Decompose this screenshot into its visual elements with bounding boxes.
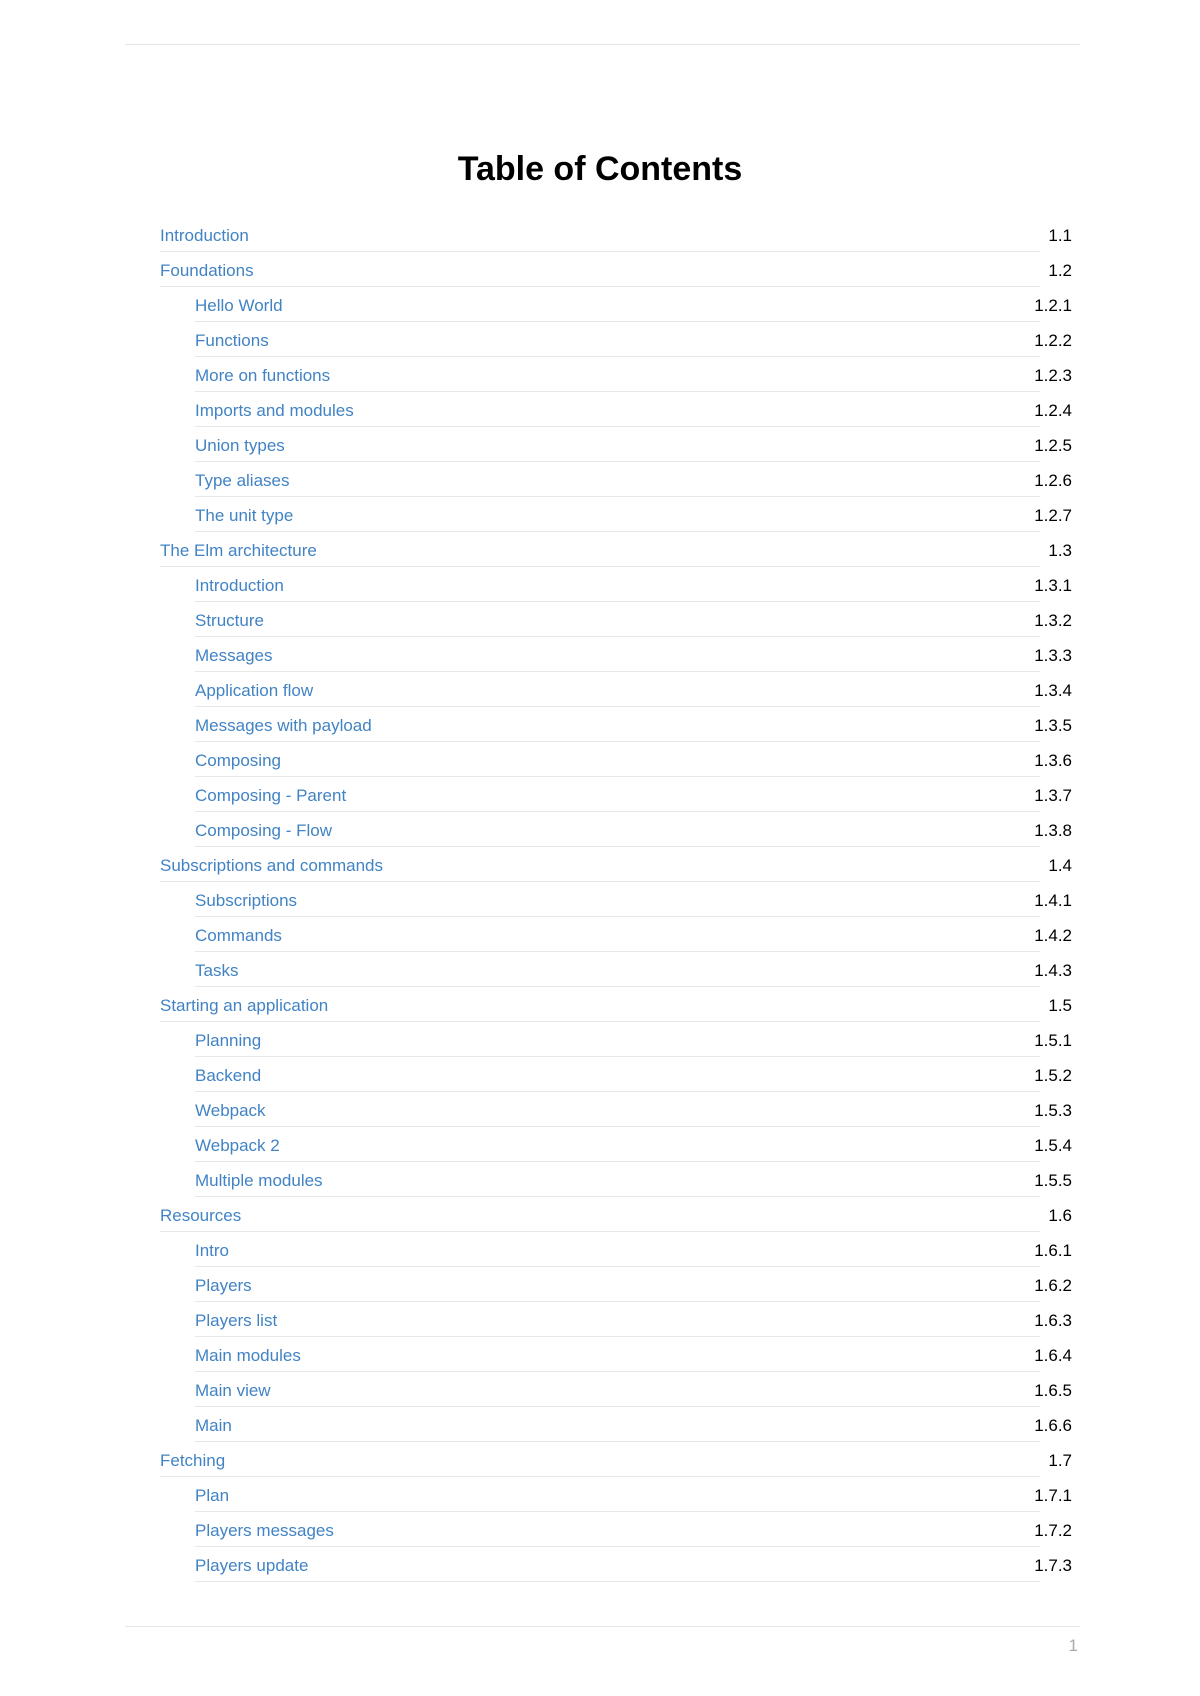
toc-section <box>160 920 1072 955</box>
toc-entry-number: 1.2 <box>1048 261 1072 280</box>
toc-section <box>160 1550 1072 1585</box>
toc-entry-rule <box>195 1406 1040 1407</box>
toc-chapter <box>160 535 1072 570</box>
toc-section <box>160 1130 1072 1165</box>
toc-entry-rule <box>195 1511 1040 1512</box>
toc-entry-link[interactable]: Players list <box>195 1311 278 1330</box>
toc-section <box>160 1375 1072 1410</box>
toc-entry-rule <box>195 601 1040 602</box>
toc-entry-rule <box>195 776 1040 777</box>
page-header-rule <box>125 44 1080 45</box>
toc-entry-link[interactable]: Fetching <box>160 1451 226 1470</box>
toc-entry-rule <box>195 706 1040 707</box>
toc-entry-number: 1.2.6 <box>1034 471 1072 490</box>
toc-entry-link[interactable]: Application flow <box>195 681 314 700</box>
toc-section <box>160 1480 1072 1515</box>
toc-entry-number: 1.3.5 <box>1034 716 1072 735</box>
toc-section <box>160 1235 1072 1270</box>
toc-entry-link[interactable]: Backend <box>195 1066 262 1085</box>
toc-entry-link[interactable]: More on functions <box>195 366 331 385</box>
toc-entry-link[interactable]: Messages with payload <box>195 716 372 735</box>
toc-entry-rule <box>195 321 1040 322</box>
toc-entry-number: 1.6.5 <box>1034 1381 1072 1400</box>
toc-entry-rule <box>195 496 1040 497</box>
toc-entry-link[interactable]: Players update <box>195 1556 309 1575</box>
toc-entry-number: 1.4.1 <box>1034 891 1072 910</box>
toc-section <box>160 745 1072 780</box>
toc-chapter <box>160 255 1072 290</box>
toc-section <box>160 1270 1072 1305</box>
toc-entry-link[interactable]: Webpack <box>195 1101 266 1120</box>
toc-entry-rule <box>160 881 1040 882</box>
toc-section <box>160 1165 1072 1200</box>
toc-entry-number: 1.2.1 <box>1034 296 1072 315</box>
toc-entry-rule <box>195 1301 1040 1302</box>
toc-entry-rule <box>195 1546 1040 1547</box>
toc-section <box>160 710 1072 745</box>
toc-entry-link[interactable]: Type aliases <box>195 471 290 490</box>
toc-entry-link[interactable]: Introduction <box>160 226 249 245</box>
toc-entry-link[interactable]: Composing - Parent <box>195 786 347 805</box>
toc-entry-rule <box>195 741 1040 742</box>
toc-section <box>160 955 1072 990</box>
toc-entry-link[interactable]: Composing <box>195 751 281 770</box>
toc-entry-link[interactable]: Composing - Flow <box>195 821 332 840</box>
toc-chapter <box>160 1445 1072 1480</box>
toc-entry-link[interactable]: Messages <box>195 646 273 665</box>
toc-entry-number: 1.3.7 <box>1034 786 1072 805</box>
toc-section <box>160 885 1072 920</box>
toc-entry-rule <box>195 1336 1040 1337</box>
toc-entry-link[interactable]: The Elm architecture <box>160 541 317 560</box>
toc-entry-number: 1.3.1 <box>1034 576 1072 595</box>
toc-entry-number: 1.6 <box>1048 1206 1072 1225</box>
toc-entry-number: 1.7.1 <box>1034 1486 1072 1505</box>
toc-entry-rule <box>195 461 1040 462</box>
toc-entry-link[interactable]: Union types <box>195 436 285 455</box>
toc-entry-number: 1.3.3 <box>1034 646 1072 665</box>
toc-entry-number: 1.3.4 <box>1034 681 1072 700</box>
toc-entry-rule <box>195 391 1040 392</box>
toc-entry-number: 1.6.1 <box>1034 1241 1072 1260</box>
toc-entry-rule <box>195 916 1040 917</box>
toc-entry-link[interactable]: Structure <box>195 611 264 630</box>
toc-entry-rule <box>195 1161 1040 1162</box>
toc-entry-link[interactable]: Hello World <box>195 296 283 315</box>
toc-entry-rule <box>160 286 1040 287</box>
toc-section <box>160 605 1072 640</box>
toc-entry-link[interactable]: Resources <box>160 1206 242 1225</box>
toc-entry-number: 1.3 <box>1048 541 1072 560</box>
toc-entry-rule <box>195 1126 1040 1127</box>
toc-section <box>160 430 1072 465</box>
page-number: 1 <box>1068 1636 1078 1655</box>
toc-entry-number: 1.7.3 <box>1034 1556 1072 1575</box>
toc-entry-link[interactable]: Main view <box>195 1381 271 1400</box>
toc-entry-link[interactable]: Subscriptions <box>195 891 298 910</box>
toc-entry-link[interactable]: Foundations <box>160 261 254 280</box>
toc-entry-rule <box>195 1091 1040 1092</box>
toc-section <box>160 1095 1072 1130</box>
toc-entry-link[interactable]: Main modules <box>195 1346 301 1365</box>
toc-entry-number: 1.6.3 <box>1034 1311 1072 1330</box>
toc-entry-number: 1.4.2 <box>1034 926 1072 945</box>
toc-entry-link[interactable]: Planning <box>195 1031 262 1050</box>
toc-section <box>160 1515 1072 1550</box>
toc-entry-rule <box>195 1266 1040 1267</box>
toc-entry-rule <box>160 1476 1040 1477</box>
toc-section <box>160 675 1072 710</box>
toc-entry-number: 1.5.5 <box>1034 1171 1072 1190</box>
toc-entry-number: 1.1 <box>1048 226 1072 245</box>
toc-entry-rule <box>160 251 1040 252</box>
toc-entry-number: 1.5.3 <box>1034 1101 1072 1120</box>
toc-entry-rule <box>195 531 1040 532</box>
toc-section <box>160 1305 1072 1340</box>
toc-entry-number: 1.6.4 <box>1034 1346 1072 1365</box>
toc-entry-number: 1.2.3 <box>1034 366 1072 385</box>
toc-chapter <box>160 850 1072 885</box>
toc-entry-number: 1.3.2 <box>1034 611 1072 630</box>
toc-entry-rule <box>195 951 1040 952</box>
toc-chapter <box>160 1200 1072 1235</box>
toc-entry-rule <box>195 1581 1040 1582</box>
toc-entry-link[interactable]: Commands <box>195 926 282 945</box>
toc-entry-rule <box>195 846 1040 847</box>
toc-entry-rule <box>160 1231 1040 1232</box>
toc-entry-link[interactable]: Main <box>195 1416 232 1435</box>
toc-entry-number: 1.5 <box>1048 996 1072 1015</box>
toc-entry-link[interactable]: The unit type <box>195 506 294 525</box>
toc-entry-rule <box>160 566 1040 567</box>
toc-entry-number: 1.7.2 <box>1034 1521 1072 1540</box>
toc-entry-link[interactable]: Webpack 2 <box>195 1136 280 1155</box>
toc-entry-link[interactable]: Players <box>195 1276 252 1295</box>
toc-entry-rule <box>195 1441 1040 1442</box>
toc-section <box>160 500 1072 535</box>
toc-section <box>160 1060 1072 1095</box>
toc-entry-link[interactable]: Functions <box>195 331 269 350</box>
toc-entry-number: 1.3.8 <box>1034 821 1072 840</box>
toc-entry-number: 1.6.2 <box>1034 1276 1072 1295</box>
toc-section <box>160 1025 1072 1060</box>
toc-entry-number: 1.5.2 <box>1034 1066 1072 1085</box>
toc-entry-number: 1.2.4 <box>1034 401 1072 420</box>
toc-entry-rule <box>195 636 1040 637</box>
toc-entry-number: 1.6.6 <box>1034 1416 1072 1435</box>
toc-section <box>160 1410 1072 1445</box>
toc-entry-link[interactable]: Intro <box>195 1241 230 1260</box>
toc-entry-link[interactable]: Starting an application <box>160 996 329 1015</box>
toc-entry-rule <box>195 811 1040 812</box>
toc-entry-number: 1.3.6 <box>1034 751 1072 770</box>
toc-entry-link[interactable]: Subscriptions and commands <box>160 856 384 875</box>
toc-entry-link[interactable]: Players messages <box>195 1521 334 1540</box>
toc-entry-link[interactable]: Imports and modules <box>195 401 354 420</box>
toc-chapter <box>160 990 1072 1025</box>
toc-entry-number: 1.2.7 <box>1034 506 1072 525</box>
toc-entry-rule <box>195 986 1040 987</box>
toc-section <box>160 815 1072 850</box>
toc-entry-number: 1.4 <box>1048 856 1072 875</box>
toc-section <box>160 360 1072 395</box>
toc-entry-rule <box>195 1196 1040 1197</box>
page-title: Table of Contents <box>457 150 743 188</box>
toc-entry-rule <box>195 1371 1040 1372</box>
toc-entry-rule <box>195 1056 1040 1057</box>
table-of-contents <box>160 220 1072 1585</box>
toc-entry-rule <box>195 356 1040 357</box>
toc-section <box>160 290 1072 325</box>
toc-chapter <box>160 220 1072 255</box>
toc-entry-rule <box>160 1021 1040 1022</box>
toc-entry-number: 1.5.1 <box>1034 1031 1072 1050</box>
toc-section <box>160 325 1072 360</box>
toc-section <box>160 640 1072 675</box>
toc-section <box>160 1340 1072 1375</box>
toc-entry-number: 1.2.5 <box>1034 436 1072 455</box>
toc-section <box>160 465 1072 500</box>
toc-entry-link[interactable]: Introduction <box>195 576 284 595</box>
toc-section <box>160 395 1072 430</box>
toc-entry-link[interactable]: Tasks <box>195 961 239 980</box>
toc-entry-link[interactable]: Multiple modules <box>195 1171 323 1190</box>
toc-entry-rule <box>195 671 1040 672</box>
toc-entry-number: 1.7 <box>1048 1451 1072 1470</box>
toc-entry-number: 1.5.4 <box>1034 1136 1072 1155</box>
toc-entry-number: 1.2.2 <box>1034 331 1072 350</box>
toc-entry-link[interactable]: Plan <box>195 1486 230 1505</box>
toc-section <box>160 780 1072 815</box>
toc-section <box>160 570 1072 605</box>
page-footer-rule <box>125 1626 1080 1627</box>
toc-entry-number: 1.4.3 <box>1034 961 1072 980</box>
toc-entry-rule <box>195 426 1040 427</box>
